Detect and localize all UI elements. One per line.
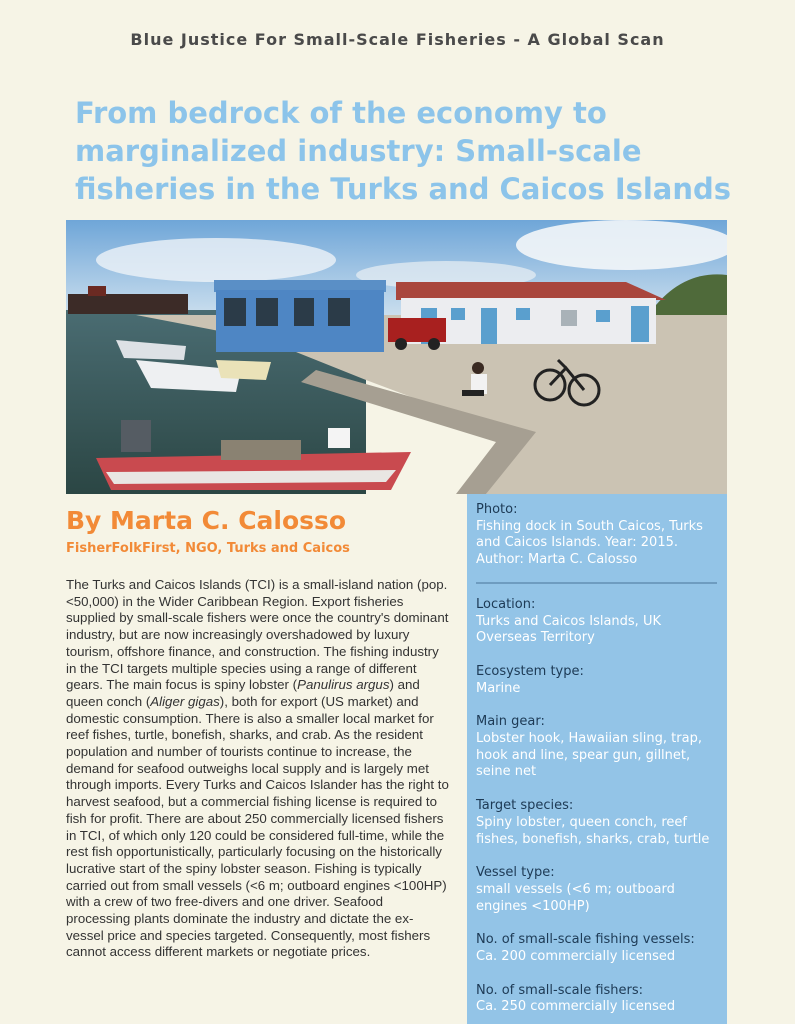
fact-target-species <box>476 798 717 848</box>
fact-vessel-count <box>476 932 717 965</box>
fact-main-gear <box>476 714 717 781</box>
body-paragraph <box>66 577 451 961</box>
author-affiliation: FisherFolkFirst, NGO, Turks and Caicos <box>66 541 350 556</box>
fact-vessel-type <box>476 865 717 915</box>
fact-value: Turks and Caicos Islands, UK Overseas Territory <box>476 613 661 646</box>
fact-value: Lobster hook, Hawaiian sling, trap, hook and line, spear gun, gillnet, seine net <box>476 731 702 780</box>
fact-fisher-count <box>476 983 717 1016</box>
photo-label: Photo: <box>476 502 518 517</box>
fact-ecosystem <box>476 664 717 697</box>
body-text-part: The Turks and Caicos Islands (TCI) is a small-island nation (pop. <50,000) in the Wider Caribbean Region. Export fisheries supplied by small-scale fishers were once the country's dominant industry, but are now increasingly overshadowed by luxury tourism, offshore finance, and construction. The fishing industry in the TCI targets multiple species using a range of different gears. The main focus is spiny lobster ( <box>66 577 449 693</box>
fishing-dock-photo <box>66 220 727 494</box>
series-title: Blue Justice For Small-Scale Fisheries - A Global Scan <box>130 30 665 49</box>
fact-value: Ca. 200 commercially licensed <box>476 949 676 965</box>
body-text-part: ), both for export (US market) and domestic consumption. There is also a smaller local market for reef fishes, turtle, bonefish, sharks, and crab. As the resident population and number of tourists continue to increase, the demand for seafood outweighs local supply and is largely met through imports. Every Turks and Caicos Islander has the right to harvest seafood, but a commercial fishing license is required to fish for profit. There are about 250 commercially licensed fishers in TCI, of which only 120 could be considered full-time, while the rest fish opportunistically, particularly focusing on the historically lucrative start of the spiny lobster season. Fishing is typically carried out from small vessels (<6 m; outboard engines <100HP) with a crew of two free-divers and one driver. Seafood processing plants dominate the industry and dictate the ex-vessel price and species targeted. Consequently, most fishers cannot access different markets or negotiate prices. <box>66 693 449 960</box>
fishing-dock-illustration <box>66 220 727 494</box>
facts-sidebar <box>467 494 727 1024</box>
fact-label: No. of small-scale fishers: <box>476 982 644 998</box>
author-name: By Marta C. Calosso <box>66 506 347 535</box>
fact-label: Location: <box>476 596 536 612</box>
fact-value: small vessels (<6 m; outboard engines <100HP) <box>476 881 675 914</box>
fact-value: Marine <box>476 680 521 696</box>
fact-label: Ecosystem type: <box>476 663 584 679</box>
fact-label: Vessel type: <box>476 865 555 881</box>
sidebar-divider <box>476 582 717 584</box>
photo-caption-block <box>476 502 717 569</box>
page-title: From bedrock of the economy to marginalized industry: Small-scale fisheries in the Turks and Caicos Islands <box>75 96 732 206</box>
fact-value: Spiny lobster, queen conch, reef fishes, bonefish, sharks, crab, turtle <box>476 814 710 847</box>
fact-label: No. of small-scale fishing vessels: <box>476 932 695 948</box>
body-text-part: ) and queen conch ( <box>66 677 420 709</box>
photo-caption: Fishing dock in South Caicos, Turks and Caicos Islands. Year: 2015. Author: Marta C. Calosso <box>476 518 703 568</box>
fact-label: Main gear: <box>476 714 545 730</box>
fact-value: Ca. 250 commercially licensed <box>476 999 676 1015</box>
fact-label: Target species: <box>476 798 574 814</box>
fact-location <box>476 597 717 647</box>
conch-scientific-name: Aliger gigas <box>150 693 220 709</box>
lobster-scientific-name: Panulirus argus <box>297 677 390 693</box>
